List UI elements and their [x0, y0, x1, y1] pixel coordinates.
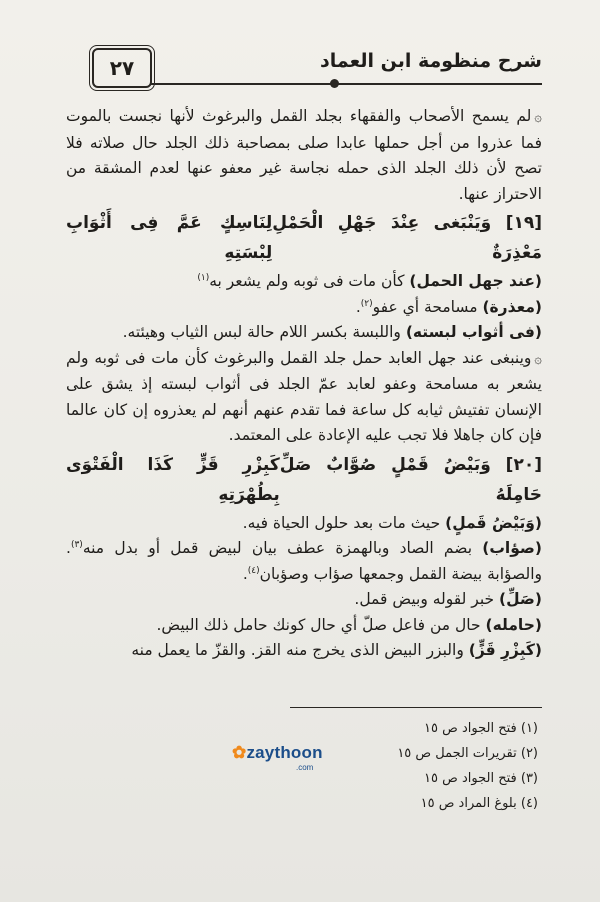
- watermark-domain: .com: [296, 763, 314, 772]
- watermark-logo: ✿zaythoon: [232, 743, 323, 762]
- verse-19-second-hemistich: لِنَاسِكٍ عَمَّ فِى أَثْوَابِ لِبْسَتِهِ: [66, 213, 273, 263]
- gloss-6: (صَلِّ) خبر لقوله وبيض قمل.: [354, 590, 542, 608]
- body-text: [66, 104, 542, 664]
- verse-20-second-hemistich: كَبِزْرِ قَزٍّ كَذَا الْفَتْوَى بِطُهْرَتِهِ: [66, 454, 280, 505]
- gloss-7: (حامله) حال من فاعل صلّ أي حال كونك حامل ذلك البيض.: [156, 615, 542, 634]
- running-title: شرح منظومة ابن العماد: [319, 50, 542, 72]
- gloss-5: (صؤاب) بضم الصاد وبالهمزة عطف بيان لبيض قمل أو بدل منه$^{(٣)}$. والصؤابة بيضة القمل وجمعها صؤاب وصؤبان$^{(٤)}$.: [66, 539, 542, 583]
- footnote-ref-1: (١): [197, 272, 210, 283]
- header-rule: [150, 83, 542, 85]
- header-rule-dot: [330, 79, 339, 88]
- paragraph-1: ۞لم يسمح الأصحاب والفقهاء بجلد القمل والبرغوث لأنها نجست بالموت فما عذروا من أجل حملها عابدا صلى بمصاحبة ذلك الجلد حال صلاته فلا تصح لأن ذلك الجلد الذى حمله نجاسة غير معفو عنها لعدم المشقة من الاحتراز عنها.: [66, 107, 542, 203]
- gloss-4: (وَبَيْضُ قَملٍ) حيث مات بعد حلول الحياة فيه.: [242, 513, 542, 532]
- gloss-1: (عند جهل الحمل) كأن مات فى ثوبه ولم يشعر به$^{(١)}$: [197, 272, 542, 290]
- verse-19: [66, 208, 542, 268]
- footnote-1: (١) فتح الجواد ص ١٥: [424, 721, 538, 736]
- gloss-3: (فى أثواب لبسته) واللبسة بكسر اللام حالة لبس الثياب وهيئته.: [122, 323, 542, 341]
- footnote-rule: [290, 707, 542, 708]
- paragraph-2: ۞وينبغى عند جهل العابد حمل جلد القمل والبرغوث كأن مات فى ثوبه ولم يشعر به مسامحة وعفو لعابد عمّ الجلد فى أثواب لبسته إذ يشق على الإنسان تفتيش ثيابه كل ساعة فما تقدم عنهم أنهم لم يعذروه إن كان عالما فإن كان جاهلا فلا تجب عليه الإعادة على المعتمد.: [66, 348, 542, 444]
- page-number-box: [92, 48, 152, 88]
- verse-20: [66, 450, 542, 510]
- verse-19-first-hemistich: [١٩] وَيَنْبَغى عِنْدَ جَهْلِ الْحَمْلِ مَعْذِرَةٌ: [272, 213, 543, 263]
- gloss-2: (معذرة) مسامحة أي عفو$^{(٢)}$.: [355, 297, 542, 316]
- footnote-3: (٣) فتح الجواد ص ١٥: [424, 771, 538, 786]
- page-number: ٢٧: [109, 56, 135, 80]
- footnote-4: (٤) بلوغ المراد ص ١٥: [420, 796, 538, 811]
- verse-20-first-hemistich: [٢٠] وَبَيْضُ قَمْلٍ صُوَّابٌ صَلِّ حَامِلَهُ: [279, 454, 542, 505]
- footnotes: [298, 716, 538, 816]
- footnote-ref-3: (٣): [70, 539, 83, 550]
- footnote-2: (٢) تقريرات الجمل ص ١٥: [397, 746, 538, 761]
- footnote-ref-2: (٢): [360, 298, 373, 309]
- ornament-icon: ۞: [534, 110, 542, 125]
- gloss-8: (كَبِزْرِ قَزٍّ) والبزر البيض الذى يخرج منه القز. والقزّ ما يعمل منه: [131, 641, 542, 659]
- ornament-icon: ۞: [534, 351, 542, 367]
- footnote-ref-4: (٤): [247, 565, 260, 576]
